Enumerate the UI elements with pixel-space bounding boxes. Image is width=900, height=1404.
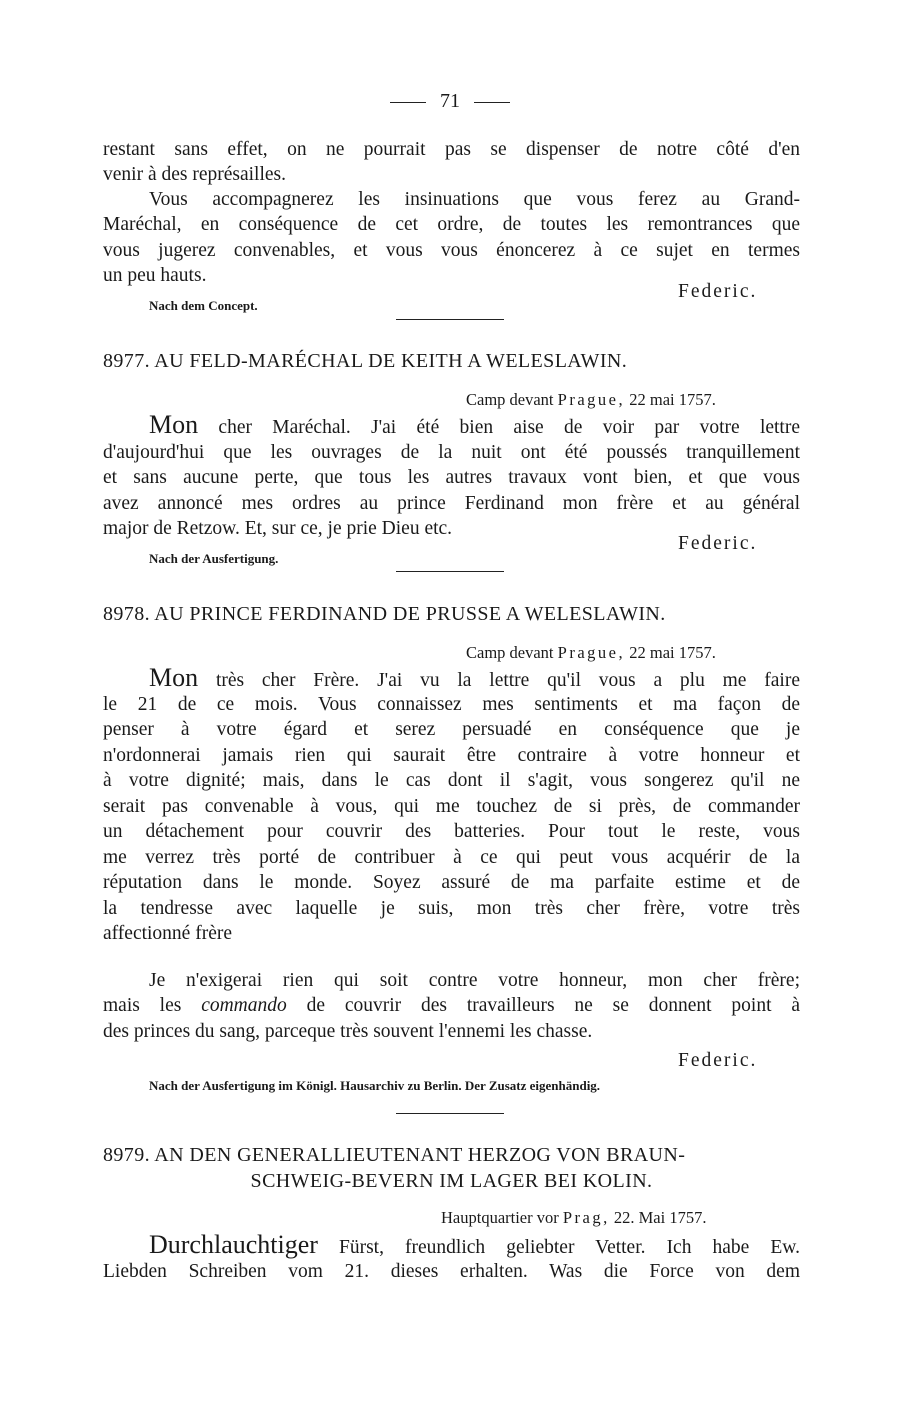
letter-place-date [466,643,716,663]
text-line [149,412,800,441]
text-span: Fürst, freundlich geliebter Vetter. Ich habe Ew. [339,1237,800,1258]
text-line: affectionné frère [103,923,233,944]
header-dash-left [390,102,426,103]
text-line: Vous accompagnerez les insinuations que vous ferez au Grand- [149,189,800,210]
text-line: restant sans effet, on ne pourrait pas se dispenser de notre côté d'en [103,139,800,160]
text-span: cher Maréchal. J'ai été bien aise de voir par votre lettre [218,417,800,438]
letter-heading: 8978. AU PRINCE FERDINAND DE PRUSSE A WELESLAWIN. [103,603,666,625]
initial-word: Durchlauchtiger [149,1230,318,1259]
emphasis-word: commando [201,995,287,1016]
section-rule [396,1113,504,1114]
source-note: Nach dem Concept. [149,298,258,313]
text-line: vous jugerez convenables, et vous vous énoncerez à ce sujet en termes [103,240,800,261]
letter-heading-continued: SCHWEIG-BEVERN IM LAGER BEI KOLIN. [250,1170,653,1192]
text-span: mais les [103,995,182,1016]
place-prefix: Camp devant [466,390,554,409]
text-line: Maréchal, en conséquence de cet ordre, de toutes les remontrances que [103,214,800,235]
text-span: très cher Frère. J'ai vu la lettre qu'il vous a plu me faire [215,670,800,691]
page-number-header [0,90,900,113]
text-line: d'aujourd'hui que les ouvrages de la nuit ont été poussés tranquillement [103,442,800,463]
text-line [149,665,800,694]
text-line: penser à votre égard et serez persuadé en conséquence que je [103,719,800,740]
text-line: le 21 de ce mois. Vous connaissez mes sentiments et ma façon de [103,694,800,715]
place-city: Prague, [557,390,626,409]
postscript-line [103,993,800,1019]
place-city: Prag, [562,1208,610,1227]
letter-place-date [441,1208,706,1228]
text-line: me verrez très porté de contribuer à ce qui peut vous acquérir de la [103,847,800,868]
text-line: serait pas convenable à vous, qui me touchez de si près, de commander [103,796,800,817]
postscript-line: Je n'exigerai rien qui soit contre votre honneur, mon cher frère; [149,970,800,991]
page-number: 71 [440,90,460,112]
place-city: Prague, [557,643,626,662]
text-line: n'ordonnerai jamais rien qui saurait être contraire à votre honneur et [103,745,800,766]
letter-heading: 8977. AU FELD-MARÉCHAL DE KEITH A WELESLAWIN. [103,350,628,372]
initial-word: Mon [149,410,199,439]
text-line: venir à des représailles. [103,164,287,185]
header-dash-right [474,102,510,103]
initial-word: Mon [149,663,199,692]
section-rule [396,319,504,320]
text-line [149,1232,800,1261]
place-date: 22. Mai 1757. [613,1208,707,1227]
text-line: un peu hauts. [103,265,207,286]
letter-place-date [466,390,716,410]
signature: Federic. [678,1050,758,1071]
place-date: 22 mai 1757. [629,390,716,409]
signature: Federic. [678,533,758,554]
signature: Federic. [678,281,758,302]
text-line: avez annoncé mes ordres au prince Ferdinand mon frère et au général [103,493,800,514]
place-prefix: Camp devant [466,643,554,662]
postscript-line: des princes du sang, parceque très souvent l'ennemi les chasse. [103,1021,593,1042]
text-line: un détachement pour couvrir des batteries. Pour tout le reste, vous [103,821,800,842]
text-line: réputation dans le monde. Soyez assuré de ma parfaite estime et de [103,872,800,893]
source-note: Nach der Ausfertigung im Königl. Hausarchiv zu Berlin. Der Zusatz eigenhändig. [149,1078,601,1093]
text-line: et sans aucune perte, que tous les autres travaux vont bien, et que vous [103,467,800,488]
letter-heading: 8979. AN DEN GENERALLIEUTENANT HERZOG VON BRAUN- [103,1144,686,1166]
place-prefix: Hauptquartier vor [441,1208,559,1227]
source-note: Nach der Ausfertigung. [149,551,279,566]
text-line: major de Retzow. Et, sur ce, je prie Dieu etc. [103,518,453,539]
section-rule [396,571,504,572]
text-line: Liebden Schreiben vom 21. dieses erhalten. Was die Force von dem [103,1261,800,1282]
place-date: 22 mai 1757. [629,643,716,662]
text-line: la tendresse avec laquelle je suis, mon très cher frère, votre très [103,898,800,919]
text-line: à votre dignité; mais, dans le cas dont il s'agit, vous songerez qu'il ne [103,770,800,791]
text-span: de couvrir des travailleurs ne se donnent point à [306,995,800,1016]
